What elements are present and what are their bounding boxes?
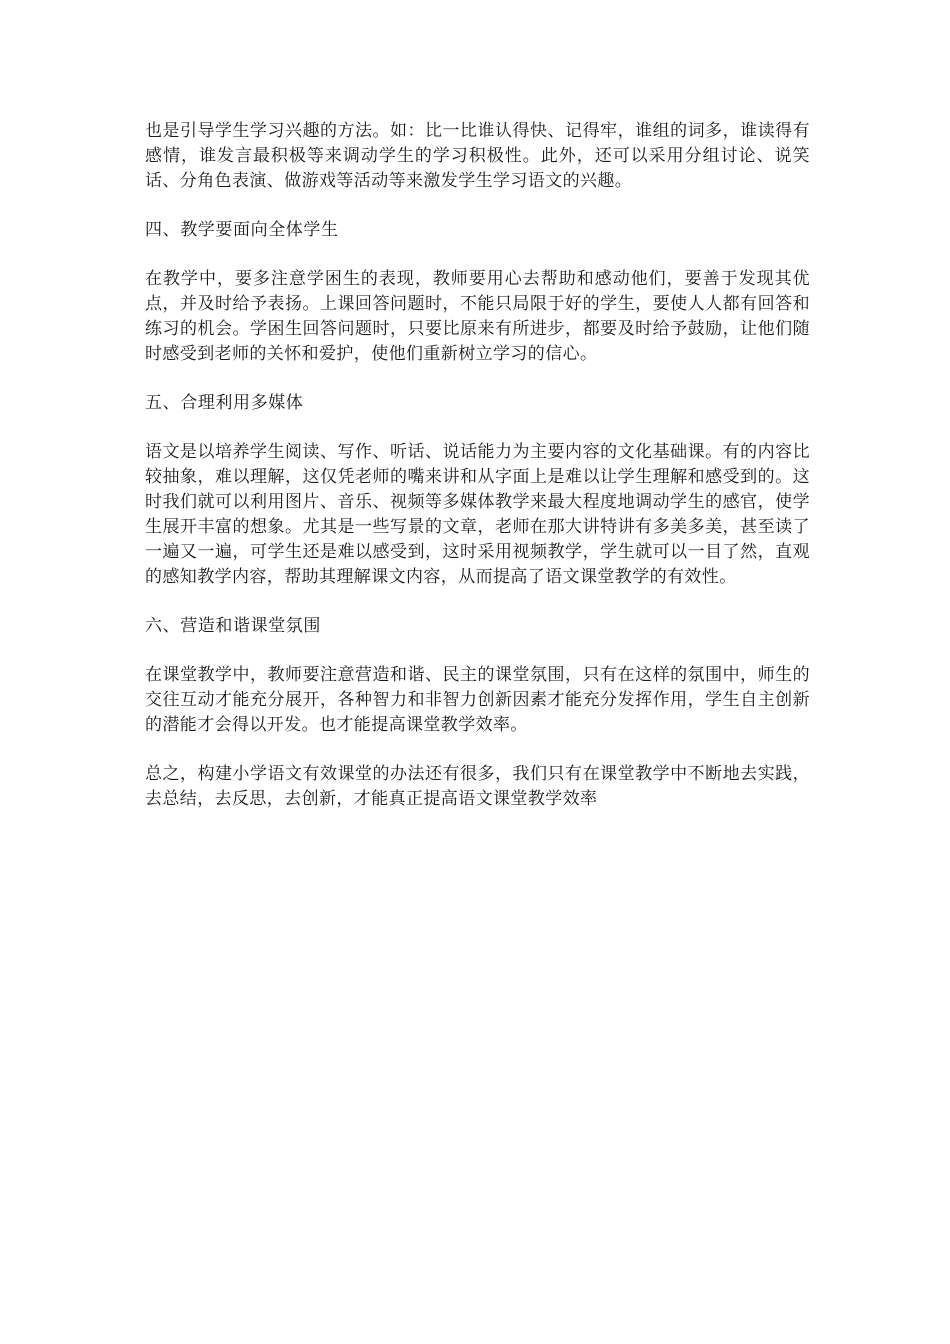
section-paragraph-4: 在教学中，要多注意学困生的表现，教师要用心去帮助和感动他们，要善于发现其优点，并及时给予表扬。上课回答问题时，不能只局限于好的学生，要使人人都有回答和练习的机会。学困生回答问题时，只要比原来有所进步，都要及时给予鼓励，让他们随时感受到老师的关怀和爱护，使他们重新树立学习的信心。: [145, 269, 810, 364]
section-heading-5: 五、合理利用多媒体: [145, 393, 304, 413]
section-paragraph-6: 在课堂教学中，教师要注意营造和谐、民主的课堂氛围，只有在这样的氛围中，师生的交往互动才能充分展开，各种智力和非智力创新因素才能充分发挥作用，学生自主创新的潜能才会得以开发。也才能提高课堂教学效率。: [145, 665, 810, 735]
section-heading-4: 四、教学要面向全体学生: [145, 220, 339, 240]
intro-paragraph: 也是引导学生学习兴趣的方法。如：比一比谁认得快、记得牢，谁组的词多，谁读得有感情，谁发言最积极等来调动学生的学习积极性。此外，还可以采用分组讨论、说笑话、分角色表演、做游戏等活动等来激发学生学习语文的兴趣。: [145, 121, 810, 191]
section-heading-6: 六、营造和谐课堂氛围: [145, 616, 321, 636]
document-page: [145, 119, 810, 812]
section-paragraph-5: 语文是以培养学生阅读、写作、听话、说话能力为主要内容的文化基础课。有的内容比较抽象，难以理解，这仅凭老师的嘴来讲和从字面上是难以让学生理解和感受到的。这时我们就可以利用图片、音乐、视频等多媒体教学来最大程度地调动学生的感官，使学生展开丰富的想象。尤其是一些写景的文章，老师在那大讲特讲有多美多美，甚至读了一遍又一遍，可学生还是难以感受到，这时采用视频教学，学生就可以一目了然，直观的感知教学内容，帮助其理解课文内容，从而提高了语文课堂教学的有效性。: [145, 442, 810, 587]
conclusion-paragraph: 总之，构建小学语文有效课堂的办法还有很多，我们只有在课堂教学中不断地去实践，去总结，去反思，去创新，才能真正提高语文课堂教学效率: [145, 764, 810, 809]
